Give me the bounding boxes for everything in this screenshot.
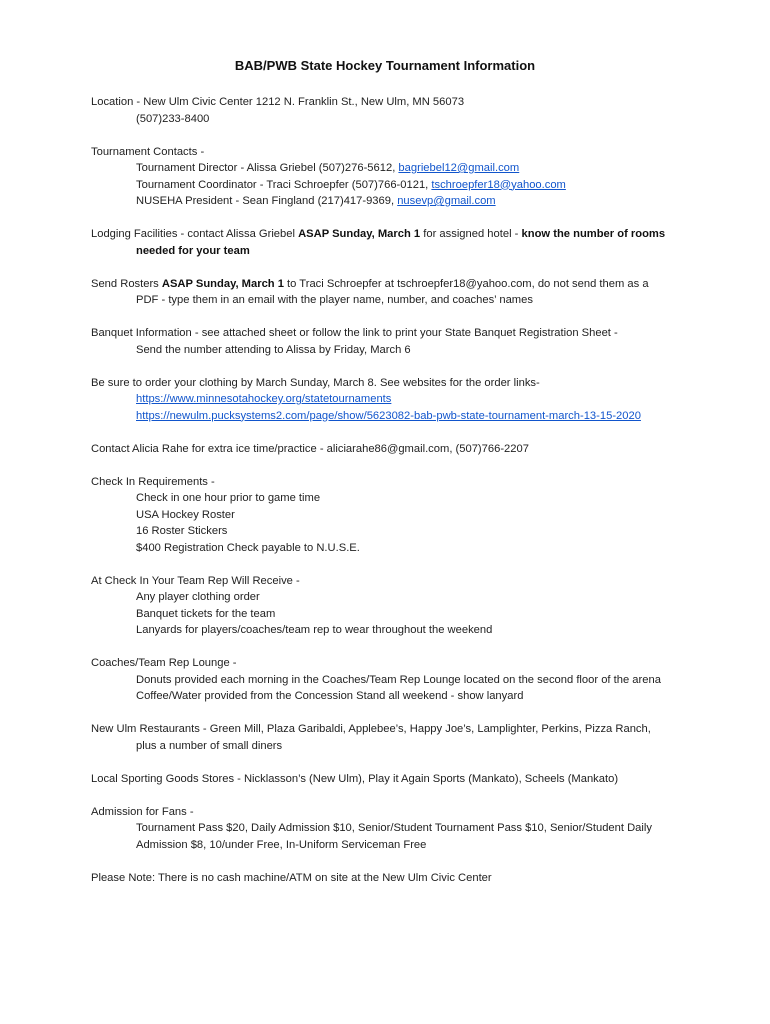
- coordinator-email-link[interactable]: tschroepfer18@yahoo.com: [431, 178, 566, 191]
- rosters-line: [91, 276, 691, 293]
- president-email-link[interactable]: nusevp@gmail.com: [397, 195, 496, 207]
- lodging-rooms-note: know the number of rooms: [521, 228, 666, 240]
- admission-line: Tournament Pass $20, Daily Admission $10, Senior/Student Tournament Pass $10, Senior/Student Daily: [136, 822, 652, 834]
- lodging-rooms-note-2: needed for your team: [136, 244, 250, 257]
- sporting-goods-section: [91, 771, 691, 788]
- list-item: Any player clothing order: [136, 591, 260, 603]
- director-line: [91, 160, 691, 177]
- restaurants-line: New Ulm Restaurants - Green Mill, Plaza Garibaldi, Applebee’s, Happy Joe’s, Lamplighter, Perkins, Pizza Ranch,: [91, 723, 651, 735]
- list-item: 16 Roster Stickers: [136, 525, 228, 537]
- minnesota-hockey-link[interactable]: https://www.minnesotahockey.org/statetournaments: [136, 393, 392, 405]
- document-body: [91, 94, 691, 903]
- banquet-line: Banquet Information - see attached sheet or follow the link to print your State Banquet Registration Sheet -: [91, 327, 618, 339]
- list-item: USA Hockey Roster: [136, 508, 235, 521]
- lounge-heading: Coaches/Team Rep Lounge -: [91, 657, 237, 669]
- admission-section: [91, 804, 691, 854]
- president-text: NUSEHA President - Sean Fingland (217)417-9369,: [136, 195, 398, 207]
- list-item: Check in one hour prior to game time: [136, 492, 321, 504]
- lodging-text: Lodging Facilities - contact Alissa Griebel: [91, 228, 299, 240]
- director-email-link[interactable]: bagriebel12@gmail.com: [398, 162, 520, 174]
- pucksystems-link[interactable]: https://newulm.pucksystems2.com/page/show/5623082-bab-pwb-state-tournament-march-13-15-2020: [136, 409, 641, 422]
- list-item: Coffee/Water provided from the Concession Stand all weekend - show lanyard: [136, 690, 524, 702]
- rosters-text: Send Rosters: [91, 277, 162, 290]
- lodging-text-2: for assigned hotel -: [420, 228, 522, 240]
- rosters-deadline: ASAP Sunday, March 1: [161, 277, 284, 290]
- location-line: Location - New Ulm Civic Center 1212 N. Franklin St., New Ulm, MN 56073: [91, 96, 465, 108]
- list-item: Banquet tickets for the team: [136, 607, 276, 620]
- page-title: BAB/PWB State Hockey Tournament Information: [234, 58, 536, 73]
- list-item: Donuts provided each morning in the Coaches/Team Rep Lounge located on the second floor of the arena: [136, 673, 661, 686]
- clothing-section: [91, 375, 691, 425]
- check-in-section: [91, 474, 691, 557]
- receive-section: [91, 573, 691, 639]
- note-line: Please Note: There is no cash machine/ATM on site at the New Ulm Civic Center: [91, 871, 492, 884]
- rosters-line-2: PDF - type them in an email with the player name, number, and coaches’ names: [136, 294, 533, 306]
- president-line: [91, 193, 691, 210]
- rosters-text-2: to Traci Schroepfer at tschroepfer18@yahoo.com, do not send them as a: [283, 277, 649, 290]
- receive-heading: At Check In Your Team Rep Will Receive -: [91, 574, 300, 587]
- ice-time-section: [91, 441, 691, 458]
- note-section: [91, 870, 691, 887]
- restaurants-line-2: plus a number of small diners: [136, 739, 283, 752]
- admission-line-2: Admission $8, 10/under Free, In-Uniform Serviceman Free: [136, 838, 427, 851]
- contacts-section: [91, 144, 691, 210]
- banquet-section: [91, 325, 691, 358]
- contacts-heading: Tournament Contacts -: [91, 145, 205, 158]
- coordinator-text: Tournament Coordinator - Traci Schroepfer (507)766-0121,: [136, 178, 432, 191]
- list-item: Lanyards for players/coaches/team rep to wear throughout the weekend: [136, 624, 493, 636]
- sporting-goods-line: Local Sporting Goods Stores - Nicklasson’s (New Ulm), Play it Again Sports (Mankato), Scheels (Mankato): [91, 772, 619, 785]
- location-section: [91, 94, 691, 127]
- lounge-section: [91, 655, 691, 705]
- admission-heading: Admission for Fans -: [91, 805, 194, 818]
- lodging-deadline: ASAP Sunday, March 1: [298, 228, 421, 240]
- list-item: $400 Registration Check payable to N.U.S.E.: [136, 541, 360, 554]
- clothing-line: Be sure to order your clothing by March Sunday, March 8. See websites for the order links-: [91, 376, 540, 389]
- check-in-heading: Check In Requirements -: [91, 475, 215, 488]
- director-text: Tournament Director - Alissa Griebel (507)276-5612,: [136, 162, 399, 174]
- coordinator-line: [91, 177, 691, 194]
- banquet-line-2: Send the number attending to Alissa by Friday, March 6: [136, 343, 411, 356]
- ice-time-line: Contact Alicia Rahe for extra ice time/practice - aliciarahe86@gmail.com, (507)766-2207: [91, 442, 529, 455]
- rosters-section: [91, 276, 691, 309]
- restaurants-section: [91, 721, 691, 754]
- location-phone: (507)233-8400: [136, 112, 210, 125]
- lodging-line: [91, 226, 691, 243]
- lodging-section: [91, 226, 691, 259]
